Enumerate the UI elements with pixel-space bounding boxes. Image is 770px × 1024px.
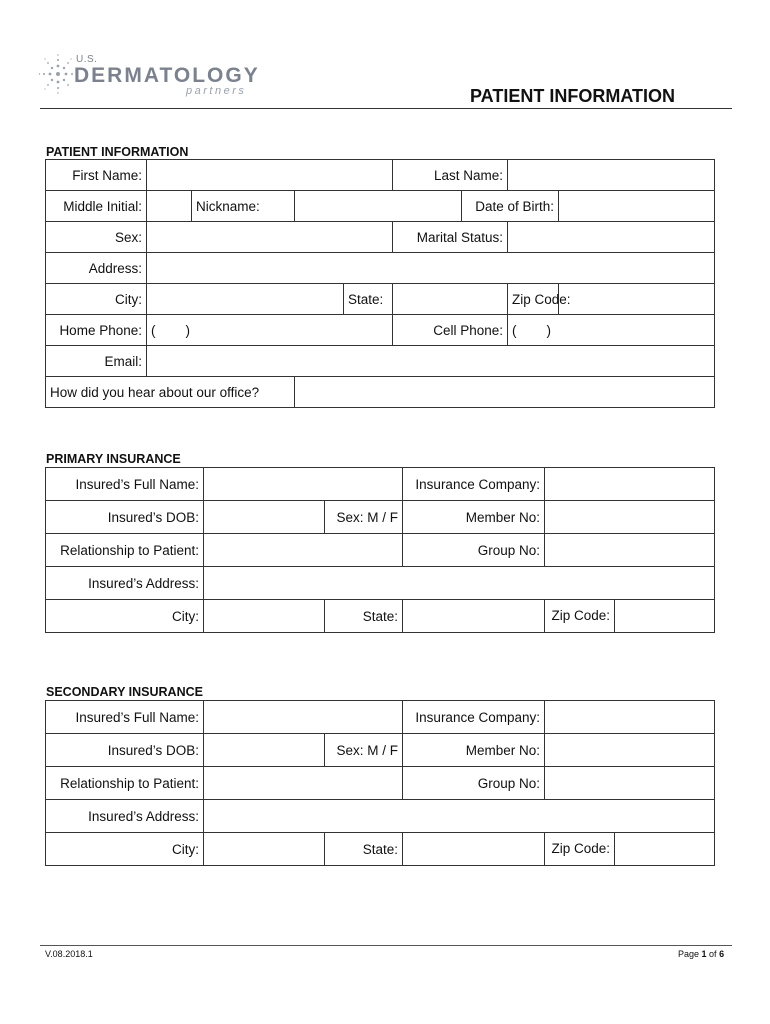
page-title: PATIENT INFORMATION	[470, 86, 675, 106]
primary-insurance-title: PRIMARY INSURANCE	[46, 452, 181, 466]
primary-zip-label: Zip Code:	[545, 600, 615, 633]
primary-insured-dob-label: Insured’s DOB:	[46, 501, 204, 534]
primary-insurance-table	[45, 467, 715, 633]
cell-phone-label: Cell Phone:	[393, 315, 508, 346]
secondary-insured-name-field[interactable]	[204, 701, 403, 734]
secondary-insured-dob-label: Insured’s DOB:	[46, 734, 204, 767]
primary-insured-name-field[interactable]	[204, 468, 403, 501]
primary-insured-address-field[interactable]	[204, 567, 715, 600]
sex-label: Sex:	[46, 222, 147, 253]
secondary-insured-dob-field[interactable]	[204, 734, 325, 767]
first-name-label: First Name:	[46, 160, 147, 191]
secondary-insurance-table	[45, 700, 715, 866]
secondary-group-no-field[interactable]	[545, 767, 715, 800]
primary-city-label: City:	[46, 600, 204, 633]
middle-initial-label: Middle Initial:	[46, 191, 147, 222]
primary-sex-field[interactable]: Sex: M / F	[325, 501, 403, 534]
page-prefix: Page	[678, 949, 702, 959]
secondary-relationship-field[interactable]	[204, 767, 403, 800]
primary-company-label: Insurance Company:	[403, 468, 545, 501]
primary-group-no-label: Group No:	[403, 534, 545, 567]
dob-field[interactable]	[559, 191, 715, 222]
secondary-member-no-label: Member No:	[403, 734, 545, 767]
state-field[interactable]	[393, 284, 508, 315]
secondary-city-label: City:	[46, 833, 204, 866]
first-name-field[interactable]	[147, 160, 393, 191]
primary-state-field[interactable]	[403, 600, 545, 633]
nickname-field[interactable]	[295, 191, 462, 222]
zip-label: Zip Code:	[508, 284, 559, 315]
primary-member-no-field[interactable]	[545, 501, 715, 534]
primary-relationship-field[interactable]	[204, 534, 403, 567]
nickname-label: Nickname:	[192, 191, 295, 222]
primary-group-no-field[interactable]	[545, 534, 715, 567]
header-divider	[40, 108, 732, 109]
marital-status-field[interactable]	[508, 222, 715, 253]
email-field[interactable]	[147, 346, 715, 377]
cell-phone-field[interactable]: ( )	[508, 315, 715, 346]
secondary-city-field[interactable]	[204, 833, 325, 866]
referral-label: How did you hear about our office?	[46, 377, 295, 408]
secondary-zip-field[interactable]	[615, 833, 715, 866]
secondary-state-field[interactable]	[403, 833, 545, 866]
primary-member-no-label: Member No:	[403, 501, 545, 534]
secondary-state-label: State:	[325, 833, 403, 866]
last-name-label: Last Name:	[393, 160, 508, 191]
home-phone-label: Home Phone:	[46, 315, 147, 346]
page-current: 1	[701, 949, 707, 959]
primary-relationship-label: Relationship to Patient:	[46, 534, 204, 567]
secondary-insurance-title: SECONDARY INSURANCE	[46, 685, 203, 699]
middle-initial-field[interactable]	[147, 191, 192, 222]
email-label: Email:	[46, 346, 147, 377]
secondary-zip-label: Zip Code:	[545, 833, 615, 866]
zip-field[interactable]	[559, 284, 715, 315]
starburst-logo-icon	[38, 46, 78, 106]
secondary-member-no-field[interactable]	[545, 734, 715, 767]
state-label: State:	[344, 284, 393, 315]
secondary-relationship-label: Relationship to Patient:	[46, 767, 204, 800]
city-field[interactable]	[147, 284, 344, 315]
primary-insured-address-label: Insured’s Address:	[46, 567, 204, 600]
page-of: of	[706, 949, 720, 959]
primary-insured-dob-field[interactable]	[204, 501, 325, 534]
address-field[interactable]	[147, 253, 715, 284]
secondary-company-field[interactable]	[545, 701, 715, 734]
secondary-insured-name-label: Insured’s Full Name:	[46, 701, 204, 734]
secondary-company-label: Insurance Company:	[403, 701, 545, 734]
secondary-group-no-label: Group No:	[403, 767, 545, 800]
patient-section-title: PATIENT INFORMATION	[46, 145, 189, 159]
footer-divider	[40, 945, 732, 946]
city-label: City:	[46, 284, 147, 315]
primary-city-field[interactable]	[204, 600, 325, 633]
page-number	[678, 949, 724, 959]
logo-partners-text: partners	[186, 85, 247, 97]
primary-zip-field[interactable]	[615, 600, 715, 633]
secondary-sex-field[interactable]: Sex: M / F	[325, 734, 403, 767]
address-label: Address:	[46, 253, 147, 284]
primary-state-label: State:	[325, 600, 403, 633]
marital-status-label: Marital Status:	[393, 222, 508, 253]
logo-us-text: U.S.	[76, 54, 98, 65]
last-name-field[interactable]	[508, 160, 715, 191]
form-version: V.08.2018.1	[45, 949, 93, 959]
dob-label: Date of Birth:	[462, 191, 559, 222]
page-total: 6	[719, 949, 725, 959]
primary-insured-name-label: Insured’s Full Name:	[46, 468, 204, 501]
logo-dermatology-text: DERMATOLOGY	[74, 64, 260, 87]
primary-company-field[interactable]	[545, 468, 715, 501]
secondary-insured-address-label: Insured’s Address:	[46, 800, 204, 833]
referral-field[interactable]	[295, 377, 715, 408]
home-phone-field[interactable]: ( )	[147, 315, 393, 346]
sex-field[interactable]	[147, 222, 393, 253]
secondary-insured-address-field[interactable]	[204, 800, 715, 833]
company-logo	[38, 46, 258, 106]
patient-info-table	[45, 159, 715, 408]
